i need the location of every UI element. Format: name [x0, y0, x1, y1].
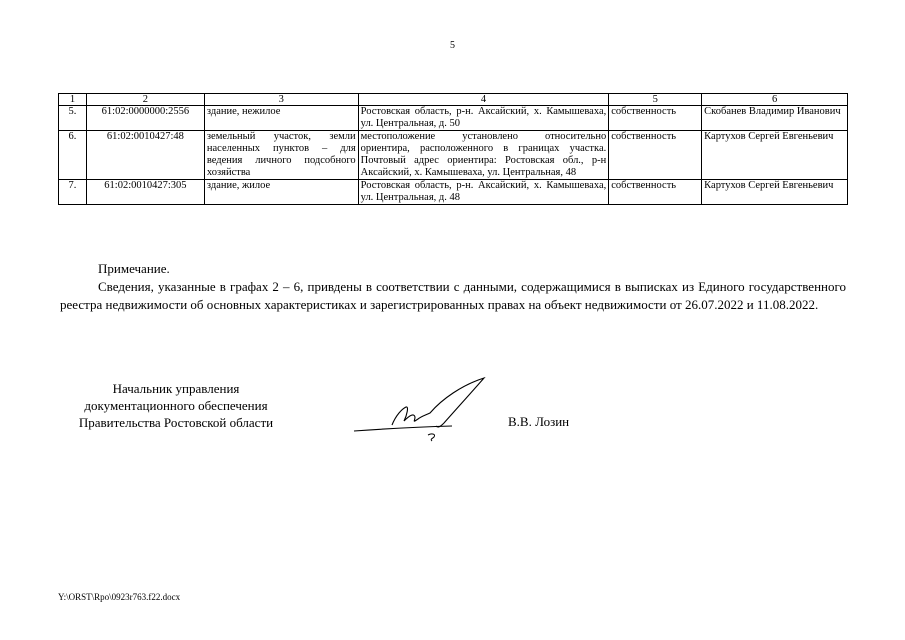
- right-type: собственность: [609, 180, 702, 205]
- location: Ростовская область, р-н. Аксайский, х. Камышеваха, ул. Центральная, д. 48: [358, 180, 609, 205]
- cadastral-number: 61:02:0010427:48: [86, 131, 204, 180]
- row-number: 5.: [59, 106, 87, 131]
- location: местоположение установлено относительно ориентира, расположенного в границах участка. Почтовый адрес ориентира: Ростовская обл., р-н Аксайский, х. Камышеваха, ул. Центральная, 48: [358, 131, 609, 180]
- column-header: 3: [204, 94, 358, 106]
- right-holder: Скобанев Владимир Иванович: [702, 106, 848, 131]
- column-header: 1: [59, 94, 87, 106]
- right-holder: Картухов Сергей Евгеньевич: [702, 131, 848, 180]
- row-number: 7.: [59, 180, 87, 205]
- note-block: [60, 260, 846, 314]
- property-table: [58, 93, 848, 205]
- signatory-title-line: Начальник управления: [112, 381, 240, 396]
- object-type: земельный участок, земли населенных пунктов – для ведения личного подсобного хозяйства: [204, 131, 358, 180]
- note-title: Примечание.: [98, 261, 170, 276]
- table-header-row: [59, 94, 848, 106]
- table-row: [59, 106, 848, 131]
- signatory-title: [60, 380, 292, 431]
- row-number: 6.: [59, 131, 87, 180]
- column-header: 4: [358, 94, 609, 106]
- right-type: собственность: [609, 106, 702, 131]
- cadastral-number: 61:02:0000000:2556: [86, 106, 204, 131]
- column-header: 6: [702, 94, 848, 106]
- right-type: собственность: [609, 131, 702, 180]
- location: Ростовская область, р-н. Аксайский, х. Камышеваха, ул. Центральная, д. 50: [358, 106, 609, 131]
- cadastral-number: 61:02:0010427:305: [86, 180, 204, 205]
- object-type: здание, жилое: [204, 180, 358, 205]
- handwritten-signature: [352, 375, 492, 445]
- signatory-title-line: документационного обеспечения: [84, 398, 268, 413]
- page-number: 5: [450, 40, 455, 51]
- right-holder: Картухов Сергей Евгеньевич: [702, 180, 848, 205]
- signatory-title-line: Правительства Ростовской области: [78, 415, 274, 430]
- file-path: Y:\ORST\Rpo\0923r763.f22.docx: [58, 592, 181, 602]
- object-type: здание, нежилое: [204, 106, 358, 131]
- column-header: 2: [86, 94, 204, 106]
- note-text: Сведения, указанные в графах 2 – 6, привдены в соответствии с данными, содержащимися в выписках из Единого государственного реестра недвижимости об основных характеристиках и зарегистрированных правах на объект недвижимости от 26.07.2022 и 11.08.2022.: [60, 279, 846, 312]
- table-row: [59, 180, 848, 205]
- table-row: [59, 131, 848, 180]
- column-header: 5: [609, 94, 702, 106]
- signer-name: В.В. Лозин: [508, 414, 570, 429]
